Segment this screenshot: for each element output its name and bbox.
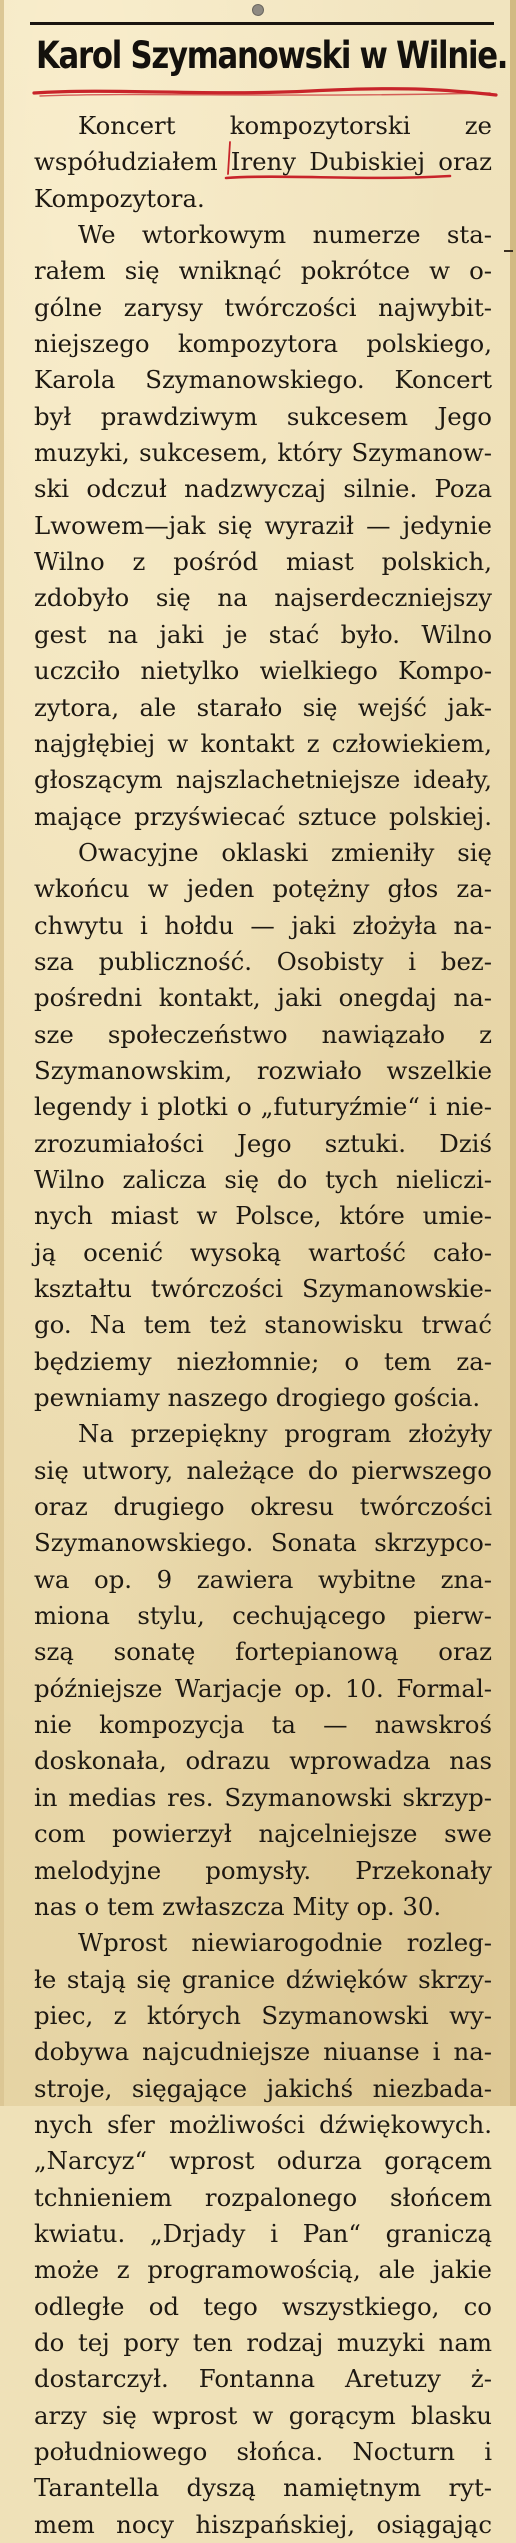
article-line: był prawdziwym sukcesem Jego (34, 401, 492, 431)
red-pencil-underline (30, 84, 500, 102)
margin-mark (504, 250, 513, 252)
article-line: legendy i plotki o „futuryźmie“ i nie- (34, 1092, 492, 1122)
article-line: sza publiczność. Osobisty i bez- (34, 946, 492, 976)
article-line: dobywa najcudniejsze niuanse i na- (34, 2037, 492, 2067)
article-line: nych sfer możliwości dźwiękowych. (34, 2109, 492, 2139)
article-line: Szymanowskiego. Sonata skrzypco- (34, 1528, 492, 1558)
article-line: się utwory, należące do pierwszego (34, 1455, 492, 1485)
article-line: gest na jaki je stać było. Wilno (34, 619, 492, 649)
article-line: wa op. 9 zawiera wybitne zna- (34, 1564, 492, 1594)
article-line: najgłębiej w kontakt z człowiekiem, (34, 728, 492, 758)
article-line: doskonała, odrazu wprowadza nas (34, 1746, 492, 1776)
article-line: stroje, sięgające jakichś niezbada- (34, 2073, 492, 2103)
article-line: oraz drugiego okresu twórczości (34, 1492, 492, 1522)
article-line: tchnieniem rozpalonego słońcem (34, 2182, 492, 2212)
article-line: chwytu i hołdu — jaki złożyła na- (34, 910, 492, 940)
article-line: muzyki, sukcesem, który Szymanow- (34, 438, 492, 468)
article-line: pewniamy naszego drogiego gościa. (34, 1383, 481, 1413)
article-line: in medias res. Szymanowski skrzyp- (34, 1782, 492, 1812)
article-line: późniejsze Warjacje op. 10. Formal- (34, 1673, 492, 1703)
pin-hole-icon (252, 4, 264, 16)
article-line: szą sonatę fortepianową oraz (34, 1637, 492, 1667)
article-line: współudziałem Ireny Dubiskiej oraz (34, 147, 492, 177)
article-line: rałem się wniknąć pokrótce w o- (34, 256, 492, 286)
article-line: nie kompozycja ta — nawskroś (34, 1710, 492, 1740)
article-line: Wilno z pośród miast polskich, (34, 547, 492, 577)
article-line: Wilno zalicza się do tych nieliczi- (34, 1164, 492, 1194)
article-line: wkońcu w jeden potężny głos za- (34, 874, 492, 904)
article-line: południowego słońca. Nocturn i (34, 2437, 492, 2466)
article-line: uczciło nietylko wielkiego Kompo- (34, 656, 492, 686)
article-line: kształtu twórczości Szymanowskie- (34, 1274, 492, 1303)
article-line: mem nocy hiszpańskiej, osiągając (34, 2509, 492, 2539)
article-line: ski odczuł nadzwyczaj silnie. Poza (34, 474, 492, 504)
article-line: Karola Szymanowskiego. Koncert (34, 365, 492, 395)
article-line: może z programowością, ale jakie (34, 2255, 492, 2285)
headline: Karol Szymanowski w Wilnie. (36, 34, 508, 77)
article-line: miona stylu, cechującego pierw- (34, 1601, 492, 1631)
article-line: Lwowem—jak się wyraził — jedynie (34, 510, 492, 540)
article-line: go. Na tem też stanowisku trwać (34, 1310, 492, 1340)
article-line: nas o tem zwłaszcza Mity op. 30. (34, 1891, 442, 1921)
article-line: głoszącym najszlachetniejsze ideały, (34, 765, 492, 795)
article-line: We wtorkowym numerze sta- (78, 220, 492, 250)
article-line: do tej pory ten rodzaj muzyki nam (34, 2327, 492, 2357)
top-rule (30, 22, 494, 25)
article-line: niejszego kompozytora polskiego, (34, 329, 492, 359)
article-line: sze społeczeństwo nawiązało z (34, 1019, 492, 1049)
article-line: pośredni kontakt, jaki onegdaj na- (34, 983, 492, 1013)
headline-block (30, 20, 508, 102)
article-line: Owacyjne oklaski zmieniły się (78, 837, 492, 867)
article-line: dostarczył. Fontanna Aretuzy ż- (34, 2364, 492, 2394)
article-line: gólne zarysy twórczości najwybit- (34, 292, 492, 322)
article-line: kwiatu. „Drjady i Pan“ graniczą (34, 2218, 492, 2248)
article-line: odległe od tego wszystkiego, co (34, 2291, 492, 2321)
article-line: Wprost niewiarogodnie rozleg- (78, 1928, 492, 1958)
article-line: melodyjne pomysły. Przekonały (34, 1855, 492, 1885)
article-line: zdobyło się na najserdeczniejszy (34, 583, 492, 613)
article-body (34, 108, 492, 2543)
article-line: arzy się wprost w gorącym blasku (34, 2400, 492, 2430)
article-line: piec, z których Szymanowski wy- (34, 2000, 492, 2030)
article-line: zytora, ale starało się wejść jak- (34, 692, 492, 722)
article-line: zrozumiałości Jego sztuki. Dziś (34, 1128, 492, 1158)
article-line: będziemy niezłomnie; o tem za- (34, 1346, 492, 1376)
article-line: „Narcyz“ wprost odurza gorącem (34, 2146, 492, 2176)
article-line: Tarantella dyszą namiętnym ryt- (34, 2473, 492, 2503)
article-line: Koncert kompozytorski ze (78, 111, 492, 140)
article-line: Szymanowskim, rozwiało wszelkie (34, 1055, 492, 1085)
article-line: Na przepiękny program złożyły (78, 1419, 492, 1449)
red-pencil-underline-name (224, 170, 452, 184)
article-line: mające przyświecać sztuce polskiej. (34, 801, 492, 831)
article-line: ją ocenić wysoką wartość cało- (34, 1237, 492, 1267)
article-line: Kompozytora. (34, 183, 205, 213)
article-line: łe stają się granice dźwięków skrzy- (34, 1964, 492, 1994)
article-line: nych miast w Polsce, które umie- (34, 1201, 492, 1231)
article-line: com powierzył najcelniejsze swe (34, 1819, 492, 1849)
